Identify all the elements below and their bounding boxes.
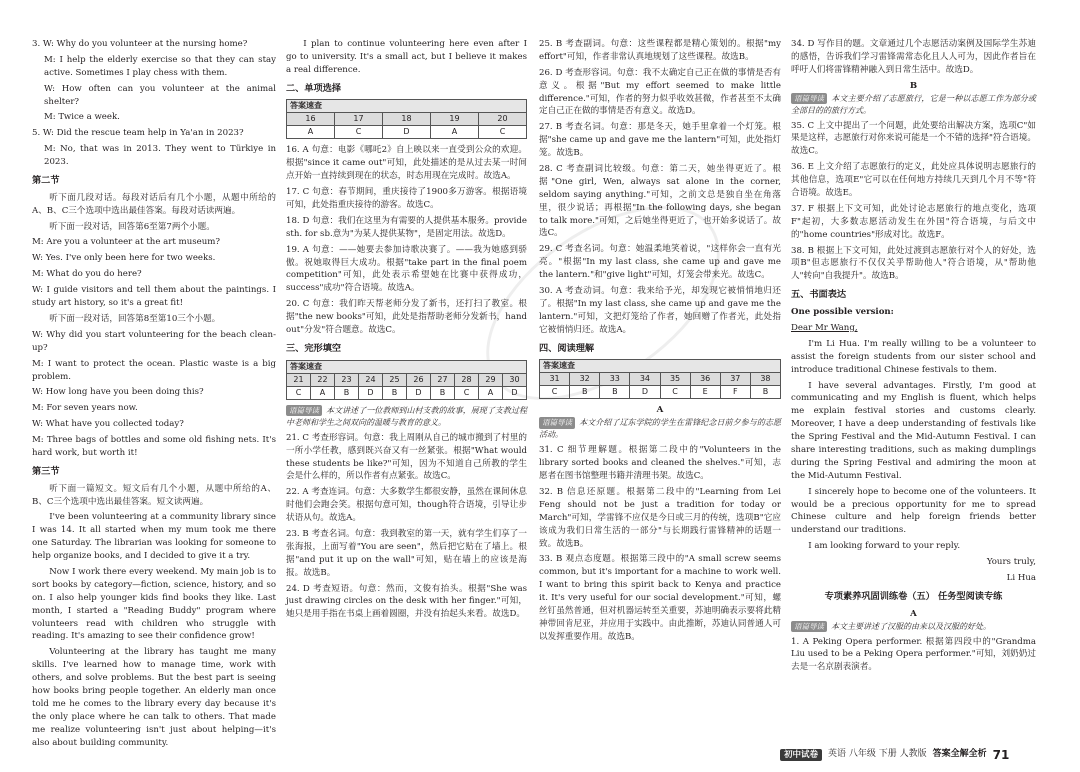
dialogue-intro: 听下面一段对话，回答第6至第7两个小题。	[49, 221, 215, 232]
answer-explanation: 20. C 句意：我们昨天帮老师分发了新书，还打扫了教室。根据"the new books"可知，此处是指帮助老师分发新书，hand out"分发"符合题意。故选C。	[286, 299, 527, 336]
page-footer	[780, 747, 1072, 763]
answer-letter: D	[407, 386, 431, 399]
question-number: 19	[431, 113, 479, 126]
answer-letter: B	[750, 386, 780, 399]
answer-letter: A	[287, 126, 335, 139]
dialogue-line: M: Are you a volunteer at the art museum?	[32, 237, 221, 248]
question-number: 31	[540, 373, 570, 386]
dialogue-line: W: Yes. I've only been here for two weeks.	[32, 253, 216, 264]
passage-guide	[539, 417, 781, 441]
question-number: 16	[287, 113, 335, 126]
question-number: 26	[407, 373, 431, 386]
answer-explanation: 29. C 考查名词。句意：她温柔地笑着说，"这样你会一直有光亮。"根据"In my last class, she came up and gave me the lantern."和"give light"可知，灯笼会带来光。故选C。	[539, 244, 781, 281]
dialogue-line: M: For seven years now.	[32, 403, 138, 414]
question-number: 28	[455, 373, 479, 386]
question-number: 30	[503, 373, 527, 386]
answer-letter: B	[335, 386, 359, 399]
answer-letter: C	[479, 126, 527, 139]
passage-label: A	[656, 405, 664, 416]
answer-letter: D	[359, 386, 383, 399]
answer-letter: C	[540, 386, 570, 399]
passage-guide	[791, 93, 1036, 117]
answer-letter: B	[431, 386, 455, 399]
footer-label: 答案全解全析	[932, 749, 987, 760]
question-number: 38	[750, 373, 780, 386]
question-number: 20	[479, 113, 527, 126]
column-4	[791, 38, 1036, 677]
guide-text: 本文主要介绍了志愿旅行，它是一种以志愿工作为部分或全部目的的旅行方式。	[791, 93, 1036, 115]
answer-explanation: 32. B 信息还原题。根据第二段中的"Learning from Lei Feng should not be just a tradition for today or March"可知，学雷锋不应仅是今日或三月的传统，选项B"它应该成为我们日常生活的一部分"与长期践行雷锋精神的话题一致。故选B。	[539, 486, 781, 549]
answer-letter: D	[383, 126, 431, 139]
section-intro: 听下面几段对话。每段对话后有几个小题，从题中所给的A、B、C三个选项中选出最佳答案。每段对话读两遍。	[32, 192, 276, 216]
answer-letter: A	[431, 126, 479, 139]
answer-letter: A	[311, 386, 335, 399]
table-caption: 答案速查	[287, 360, 527, 373]
answer-table-single-choice	[286, 99, 527, 139]
passage-paragraph: I plan to continue volunteering here even after I go to university. It's a small act, but I believe it makes a real difference.	[286, 39, 527, 75]
column-1	[32, 38, 276, 752]
answer-explanation: 23. B 考查名词。句意：我到教室的第一天，就有学生们享了一张海报，上面写着"You are seen"，然后把它贴在了墙上。根据"and put it up on the wall"可知，贴在墙上的应该是海报。故选B。	[286, 528, 527, 578]
question-number: 33	[600, 373, 630, 386]
section-heading: 五、书面表达	[791, 289, 847, 301]
answer-explanation: 19. A 句意：——她要去参加诗歌决赛了。——我为她感到骄傲。祝她取得巨大成功。根据"take part in the final poem competition"可知，此处表示希望她在比赛中获得成功，success"成功"符合语境。故选A。	[286, 244, 527, 294]
answer-explanation: 27. B 考查名词。句意：那是冬天，她手里拿着一个灯笼。根据"she came up and gave me the lantern"可知，此处指灯笼。故选B。	[539, 122, 781, 159]
model-label: One possible version:	[791, 307, 894, 318]
answer-letter: D	[503, 386, 527, 399]
answer-explanation: 17. C 句意：春节期间，重庆接待了1900多万游客。根据语境可知，此处指重庆接待的游客。故选C。	[286, 187, 527, 211]
answer-explanation: 28. C 考查副词比较级。句意：第二天，她坐得更近了。根据"One girl, Wen, always sat alone in the corner, seldom saying anything."可知，之前文总是独自坐在角落里，很少说话；再根据"In the following days, she began to talk more."可知，之后她坐得更近了，也开始多说话了。故选C。	[539, 164, 781, 239]
guide-text: 本文主要讲述了汉服的由来以及汉服的好处。	[831, 621, 991, 631]
answer-letter: C	[660, 386, 690, 399]
question-number: 18	[383, 113, 431, 126]
answer-explanation: 25. B 考查副词。句意：这些课程都是精心策划的。根据"my effort"可知，作者非常认真地规划了这些课程。故选B。	[539, 39, 781, 62]
section-heading: 四、阅读理解	[539, 342, 595, 354]
answer-explanation: 30. A 考查动词。句意：我来给予光，却发现它被悄悄地归还了。根据"In my last class, she came up and gave me the lantern."可知，文把灯笼给了作者，她回赠了作者光，此处指它被悄悄归还。故选A。	[539, 286, 781, 335]
answer-table-cloze	[286, 360, 527, 400]
letter-salutation: Dear Mr Wang,	[791, 322, 858, 333]
dialogue-line: W: How often can you volunteer at the animal shelter?	[44, 83, 276, 107]
question-number: 34	[630, 373, 660, 386]
answer-explanation: 18. D 句意：我们在这里为有需要的人提供基本服务。provide sth. for sb.意为"为某人提供某物"，是固定用法。故选D。	[286, 215, 527, 239]
question-number: 32	[570, 373, 600, 386]
question-number: 29	[479, 373, 503, 386]
answer-explanation: 33. B 观点态度题。根据第三段中的"A small screw seems common, but it's important for a machine to work well. I want to bring this spirit back to Kenya and practice it. It's very useful for our social development."可知，螺丝钉虽然普通，但对机器运转至关重要，苏迪明确表示要将此精神带回肯尼亚，并应用于实践中。由此推断，苏迪认同普通人可以发挥重要作用。故选B。	[539, 554, 781, 642]
answer-letter: B	[570, 386, 600, 399]
letter-signature: Li Hua	[1006, 572, 1036, 583]
question-number: 36	[690, 373, 720, 386]
answer-letter: C	[335, 126, 383, 139]
letter-paragraph: I have several advantages. Firstly, I'm good at communicating and my English is fluent, which helps me explain festival stories and customs clearly. Moreover, I have a deep understanding of festivals like the Spring Festival and the Mid-Autumn Festival. I can share interesting traditions, such as making dumplings during the Spring Festival and admiring the moon at the Mid-Autumn Festival.	[791, 380, 1036, 481]
guide-text: 本文介绍了辽东学院的学生在雷锋纪念日前夕参与的志愿活动。	[539, 418, 781, 440]
book-info: 英语 八年级 下册 人教版	[828, 749, 927, 760]
dialogue-line: W: I guide visitors and tell them about the paintings. I study art history, so it's a great fit!	[32, 285, 276, 309]
answer-explanation: 36. E 上文介绍了志愿旅行的定义，此处应具体说明志愿旅行的其他信息，选项E"它可以在任何地方持续几天到几个月不等"符合语境。故选E。	[791, 162, 1036, 199]
section-heading: 第二节	[32, 175, 60, 187]
answer-letter: C	[287, 386, 311, 399]
letter-paragraph: I'm Li Hua. I'm really willing to be a volunteer to assist the foreign students from our sister school and introduce traditional Chinese festivals to them.	[791, 338, 1036, 375]
passage-paragraph: Now I work there every weekend. My main job is to sort books by category—fiction, science, history, and so on. I also help younger kids find books they like. Last month, I started a "Reading Buddy" program where volunteers read with children who struggle with reading. It's amazing to see their confidence grow!	[32, 566, 276, 642]
guide-tag: 语篇导读	[791, 621, 827, 632]
letter-paragraph: I sincerely hope to become one of the volunteers. It would be a precious opportunity for me to spread Chinese culture and help foreign friends better understand our traditions.	[791, 486, 1036, 536]
answer-explanation: 26. D 考查形容词。句意：我不太确定自己正在做的事情是否有意义。根据"But my effort seemed to make little difference."可知，作者的努力似乎收效甚微，作者甚至不太确定自己正在做的事情是否有意义。故选D。	[539, 67, 781, 117]
dialogue-line: W: How long have you been doing this?	[32, 387, 204, 398]
dialogue-line: M: What do you do here?	[32, 269, 142, 280]
dialogue-line: M: I want to protect the ocean. Plastic waste is a big problem.	[32, 358, 276, 382]
answer-explanation: 1. A Peking Opera performer. 根据第四段中的"Grandma Liu used to be a Peking Opera performer."可知，刘奶奶过去是一名京剧表演者。	[791, 636, 1036, 673]
section-heading: 三、完形填空	[286, 342, 342, 354]
question-number: 24	[359, 373, 383, 386]
passage-label: B	[909, 80, 918, 91]
answer-letter: D	[630, 386, 660, 399]
passage-guide	[791, 621, 1036, 633]
passage-paragraph: Volunteering at the library has taught me many skills. I've learned how to manage time, work with others, and solve problems. But the best part is seeing how books bring people together. An elderly man once told me he comes to the library every day because it's the only place where he can talk to others. That made me realize volunteering isn't just about helping—it's also about building community.	[32, 647, 276, 748]
answer-explanation: 24. D 考查短语。句意：然而，文俊有抬头。根据"She was just drawing circles on the desk with her finger."可知，她只是用手指在书桌上画着圆圈，并没有抬起头来看。故选D。	[286, 583, 527, 620]
answer-letter: A	[479, 386, 503, 399]
question-number: 35	[660, 373, 690, 386]
question-number: 21	[287, 373, 311, 386]
dialogue-line: 3. W: Why do you volunteer at the nursing home?	[32, 39, 248, 49]
special-section-title: 专项素养巩固训练卷（五） 任务型阅读专练	[824, 590, 1003, 602]
guide-text: 本文讲述了一位教师到山村支教的故事，展现了支教过程中老师和学生之间双向的温暖与教育的意义。	[286, 405, 527, 427]
passage-label: A	[910, 608, 917, 619]
answer-explanation: 31. C 细节理解题。根据第二段中的"Volunteers in the library sorted books and cleaned the shelves."可知，志愿者在图书馆整理书籍并清理书架。故选C。	[539, 445, 781, 482]
column-3	[539, 38, 781, 647]
question-number: 22	[311, 373, 335, 386]
question-number: 37	[720, 373, 750, 386]
dialogue-line: W: Why did you start volunteering for the beach clean-up?	[32, 329, 276, 353]
guide-tag: 语篇导读	[286, 405, 322, 416]
dialogue-line: M: Three bags of bottles and some old fishing nets. It's hard work, but worth it!	[32, 435, 276, 458]
answer-explanation: 35. C 上文中提出了一个问题，此处要给出解决方案，选项C"如果是这样，志愿旅行对你来说可能是一个不错的选择"符合语境。故选C。	[791, 120, 1036, 157]
dialogue-line: M: No, that was in 2013. They went to Türkiye in 2023.	[44, 144, 276, 168]
dialogue-line: W: What have you collected today?	[32, 419, 184, 430]
dialogue-intro: 听下面一段对话，回答第8至第10三个小题。	[49, 313, 221, 324]
answer-letter: C	[455, 386, 479, 399]
dialogue-line: M: Twice a week.	[44, 112, 120, 123]
guide-tag: 语篇导读	[791, 93, 827, 104]
guide-tag: 语篇导读	[539, 417, 575, 428]
section-intro: 听下面一篇短文。短文后有几个小题，从题中所给的A、B、C三个选项中选出最佳答案。短文读两遍。	[32, 483, 276, 507]
answer-letter: B	[383, 386, 407, 399]
series-badge: 初中试卷	[780, 749, 822, 762]
question-number: 23	[335, 373, 359, 386]
answer-explanation: 16. A 句意：电影《哪吒2》自上映以来一直受到公众的欢迎。根据"since it came out"可知，此处描述的是从过去某一时间点开始一直持续到现在的状态，时态用现在完成时。故选A。	[286, 145, 527, 182]
answer-explanation: 21. C 考查形容词。句意：我上周刚从自己的城市搬到了村里的一所小学任教，感到既兴奋又有一丝紧张。根据"What would these students be like?"可知，因为不知道自己所教的学生会是什么样的，所以作者有点紧张。故选C。	[286, 432, 527, 482]
letter-paragraph: I am looking forward to your reply.	[808, 541, 961, 552]
question-number: 27	[431, 373, 455, 386]
answer-letter: F	[720, 386, 750, 399]
column-2	[286, 38, 527, 624]
table-caption: 答案速查	[287, 100, 527, 113]
passage-paragraph: I've been volunteering at a community library since I was 14. It all started when my mum took me there one Saturday. The librarian was looking for someone to help organize books, and I decided to give it a try.	[32, 512, 276, 562]
answer-explanation: 37. F 根据上下文可知，此处讨论志愿旅行的地点变化，选项F"起初，大多数志愿活动发生在外国"符合语境，与后文中的"home countries"形成对比。故选F。	[791, 203, 1036, 240]
answer-explanation: 34. D 写作目的题。文章通过几个志愿活动案例及国际学生苏迪的感悟，告诉我们学习雷锋需常态化且人人可为，因此作者旨在呼吁人们将雷锋精神融入到日常生活中。故选D。	[791, 39, 1036, 75]
question-number: 25	[383, 373, 407, 386]
section-heading: 第三节	[32, 465, 60, 477]
dialogue-line: 5. W: Did the rescue team help in Ya'an in 2023?	[32, 128, 244, 139]
passage-guide	[286, 405, 527, 429]
answer-letter: E	[690, 386, 720, 399]
letter-closing: Yours truly,	[986, 557, 1036, 568]
page-number: 71	[992, 748, 1010, 762]
dialogue-line: M: I help the elderly exercise so that they can stay active. Sometimes I play chess with them.	[44, 54, 276, 78]
answer-explanation: 38. B 根据上下文可知，此处过渡到志愿旅行对个人的好处，选项B"但志愿旅行不仅仅关乎帮助他人"符合语境，从"帮助他人"转向"自我提升"。故选B。	[791, 245, 1036, 282]
question-number: 17	[335, 113, 383, 126]
section-heading: 二、单项选择	[286, 82, 342, 94]
answer-letter: B	[600, 386, 630, 399]
answer-explanation: 22. A 考查连词。句意：大多数学生都很安静，虽然在课间休息时他们会跑会笑。根据句意可知，though符合语境，引导让步状语从句。故选A。	[286, 487, 527, 524]
answer-table-reading	[539, 359, 781, 399]
table-caption: 答案速查	[540, 360, 781, 373]
